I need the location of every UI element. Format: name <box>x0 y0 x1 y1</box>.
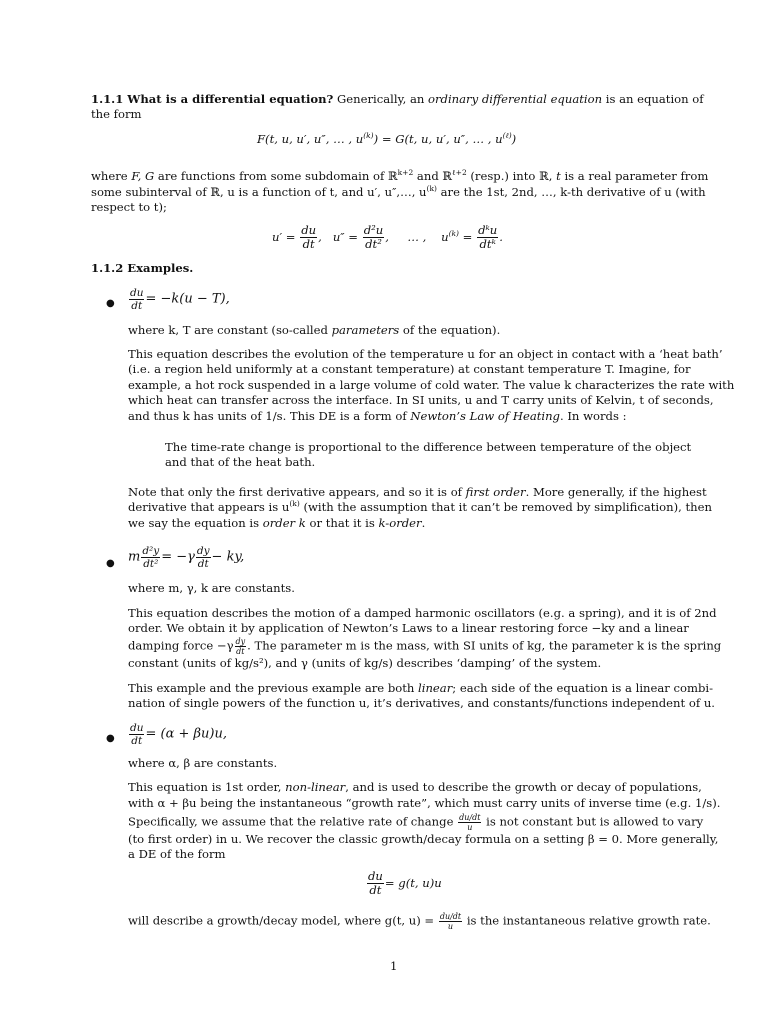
example-2-para-line: order. We obtain it by application of Newton’s Laws to a linear restoring force −ky and a linear <box>128 621 689 635</box>
example-3-para-line: (to first order) in u. We recover the classic growth/decay formula on a setting β = 0. More generally, <box>128 832 719 846</box>
where-line-2: some subinterval of ℝ, u is a function of t, and u′, u″,…, $u^{(k)}$ are the 1st, 2nd, …, k-th derivative of u (with <box>91 184 706 199</box>
bullet-icon: ● <box>106 733 115 744</box>
example-3-last-line: will describe a growth/decay model, where g(t, u) = $\frac{du/dt}{u}$ is the instantaneous relative growth rate. <box>128 912 711 932</box>
example-1-para-line: This equation describes the evolution of the temperature u for an object in contact with a ‘heat bath’ <box>128 347 723 361</box>
bullet-icon: ● <box>106 298 115 309</box>
section-1-1-1-intro: 1.1.1 What is a differential equation? Generically, an ordinary differential equation is an equation of <box>91 92 704 106</box>
example-3-para-line: Specifically, we assume that the relative rate of change $\frac{du/dt}{u}$ is not constant but is allowed to vary <box>128 813 704 833</box>
example-3-equation: $\frac{du}{dt}$ = (α + βu)u, <box>130 722 227 748</box>
section-heading: 1.1.2 Examples. <box>91 261 194 275</box>
example-3-where: where α, β are constants. <box>128 756 278 770</box>
quote-line: The time-rate change is proportional to the difference between temperature of the object <box>165 440 692 454</box>
where-line-3: respect to t); <box>91 200 167 214</box>
example-2-para-line: damping force −γ $\frac{dy}{dt}$ . The parameter m is the mass, with SI units of kg, the parameter k is the spring <box>128 637 722 657</box>
example-2-para-2: This example and the previous example are both linear; each side of the equation is a linear combi- <box>128 681 714 695</box>
general-ode-equation: F(t, u, u′, u″, … , $u^{(k)}) = G(t$, u, u′, u″, … , $u^{(\ell)}$) <box>257 131 517 146</box>
intro-line-2: the form <box>91 107 142 121</box>
example-1-para-2: we say the equation is order k or that it is k-order. <box>128 516 426 530</box>
growth-decay-equation: $\frac{du}{dt}$ = g(t, u)u <box>368 869 442 898</box>
derivative-definitions: u′ = $\frac{du}{dt}$ , u″ = $\frac{\text{d²u}}{\text{dt²}}$ , … , $u^{(k)}$ = $\frac{\text{dᵏu}}{\text{dtᵏ}}$ . <box>272 223 503 252</box>
example-3-para-line: with α + βu being the instantaneous “growth rate”, which must carry units of inverse time (e.g. 1/s). <box>128 796 721 810</box>
bullet-icon: ● <box>106 558 115 569</box>
example-2-equation: m $\frac{\text{d²y}}{\text{dt²}}$ = −γ $\frac{dy}{dt}$ − ky, <box>128 545 245 571</box>
example-2-para-line: constant (units of kg/s²), and γ (units of kg/s) describes ‘damping’ of the system. <box>128 656 602 670</box>
example-1-para-line: and thus k has units of 1/s. This DE is a form of Newton’s Law of Heating. In words : <box>128 409 627 423</box>
section-heading: 1.1.1 What is a differential equation? <box>91 92 334 106</box>
example-1-para-line: (i.e. a region held uniformly at a constant temperature) at constant temperature T. Imagine, for <box>128 362 691 376</box>
example-1-para-line: which heat can transfer across the interface. In SI units, u and T carry units of Kelvin, t of seconds, <box>128 393 714 407</box>
example-2-para-2: nation of single powers of the function u, it’s derivatives, and constants/functions independent of u. <box>128 696 715 710</box>
example-1-where: where k, T are constant (so-called parameters of the equation). <box>128 323 501 337</box>
example-3-para-line: This equation is 1st order, non-linear, and is used to describe the growth or decay of populations, <box>128 780 702 794</box>
quote-line: and that of the heat bath. <box>165 455 316 469</box>
example-2-where: where m, γ, k are constants. <box>128 581 295 595</box>
example-1-para-2: derivative that appears is $u^{(k)}$ (with the assumption that it can’t be removed by simplification), then <box>128 499 712 514</box>
page-number: 1 <box>390 959 398 973</box>
example-3-para-line: a DE of the form <box>128 847 226 861</box>
example-1-equation: $\frac{du}{dt}$ = −k(u − T), <box>130 287 230 313</box>
example-1-para-2: Note that only the first derivative appears, and so it is of first order. More generally, if the highest <box>128 485 707 499</box>
where-line-1: where F, G are functions from some subdomain of ℝ$^{k+2}$ and ℝ$^{\ell+2}$ (resp.) into ℝ, t is a real parameter from <box>91 168 709 183</box>
example-2-para-line: This equation describes the motion of a damped harmonic oscillators (e.g. a spring), and it is of 2nd <box>128 606 717 620</box>
example-1-para-line: example, a hot rock suspended in a large volume of cold water. The value k characterizes the rate with <box>128 378 735 392</box>
